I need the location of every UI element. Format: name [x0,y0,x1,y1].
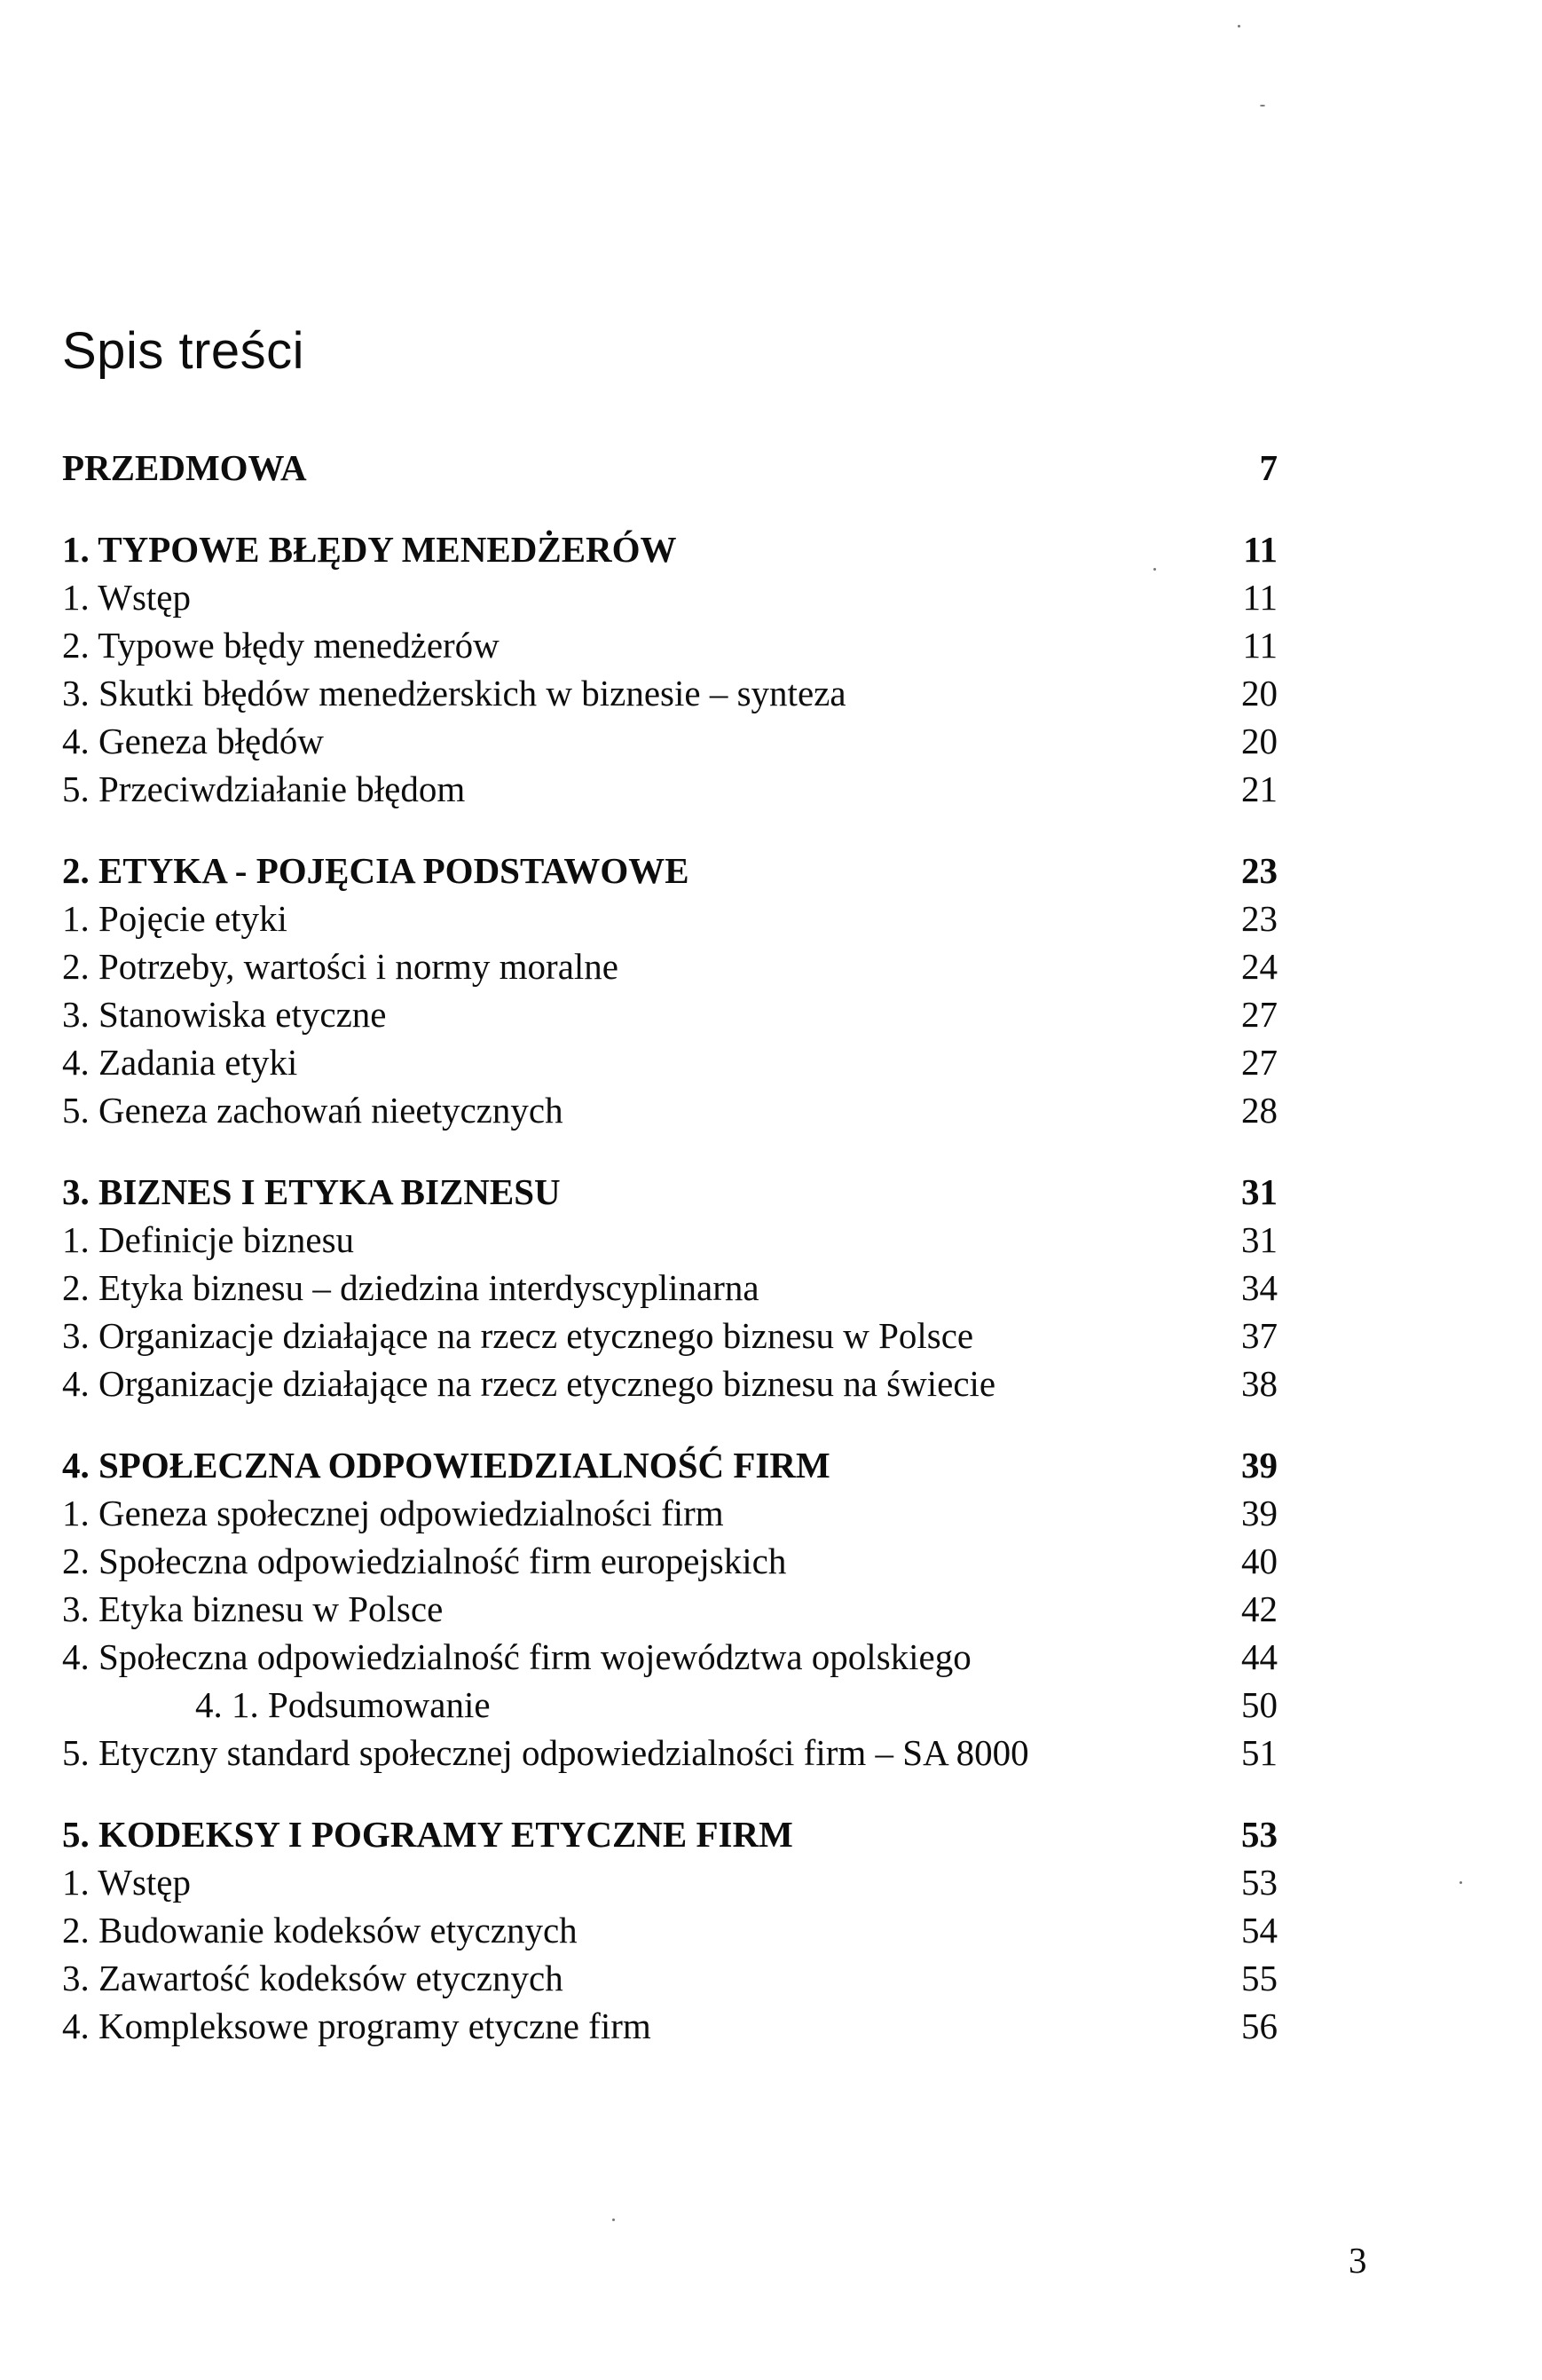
toc-entry-label: 5. Geneza zachowań nieetycznych [62,1090,563,1131]
toc-entry-page: 55 [1241,1958,1278,1998]
toc-entry-page: 23 [1241,850,1278,891]
toc-entry-page: 27 [1241,1042,1278,1083]
toc-entry-page: 38 [1241,1363,1278,1404]
toc-entry-label: 4. Kompleksowe programy etyczne firm [62,2006,651,2046]
toc-entry-label: 1. Wstęp [62,1862,192,1903]
toc-entry-label: 1. Geneza społecznej odpowiedzialności firm [62,1493,724,1533]
toc-entry [62,1312,1278,1359]
toc-entry-page: 37 [1241,1315,1278,1356]
scan-speck [612,2218,615,2221]
toc-entry [62,1537,1278,1585]
toc-entry-page: 39 [1241,1493,1278,1533]
toc-entry-label: 3. Stanowiska etyczne [62,994,387,1035]
toc-entry-page: 54 [1241,1910,1278,1950]
toc-chapter-heading [62,1168,1278,1216]
toc-entry-page: 7 [1259,447,1278,488]
toc-entry-label: 2. Etyka biznesu – dziedzina interdyscyplinarna [62,1267,759,1308]
page-title: Spis treści [62,322,305,380]
toc-entry [62,1906,1278,1954]
toc-entry-label: 2. ETYKA - POJĘCIA PODSTAWOWE [62,850,689,891]
toc-entry-page: 50 [1241,1684,1278,1725]
toc-entry [195,1681,1278,1729]
toc-entry [62,1489,1278,1537]
toc-entry-page: 51 [1241,1732,1278,1773]
toc-entry [62,1858,1278,1906]
toc-entry-label: 1. TYPOWE BŁĘDY MENEDŻERÓW [62,529,677,570]
page-number: 3 [1349,2240,1367,2281]
toc-entry [62,621,1278,669]
toc-entry [62,1038,1278,1086]
toc-entry-label: 5. Etyczny standard społecznej odpowiedzialności firm – SA 8000 [62,1732,1029,1773]
toc-entry [62,1359,1278,1407]
toc-entry-label: 3. Etyka biznesu w Polsce [62,1588,444,1629]
toc-entry-page: 24 [1241,946,1278,987]
toc-entry-label: 2. Typowe błędy menedżerów [62,625,500,666]
toc-entry-page: 21 [1241,768,1278,809]
toc-entry-page: 39 [1241,1445,1278,1486]
toc-entry-page: 27 [1241,994,1278,1035]
toc-entry-label: 3. BIZNES I ETYKA BIZNESU [62,1171,561,1212]
toc-entry-label: 5. Przeciwdziałanie błędom [62,768,466,809]
toc-chapter-heading [62,847,1278,894]
toc-entry-label: 2. Społeczna odpowiedzialność firm europejskich [62,1541,787,1581]
toc-chapter-heading [62,525,1278,573]
toc-entry [62,1086,1278,1134]
toc-chapter-heading [62,1441,1278,1489]
toc-entry [62,1585,1278,1633]
toc-entry [62,669,1278,717]
toc-entry-page: 11 [1243,529,1278,570]
toc-entry-label: 4. Zadania etyki [62,1042,298,1083]
toc-entry-page: 53 [1241,1862,1278,1903]
toc-entry [62,942,1278,990]
toc-entry [62,990,1278,1038]
toc-entry [62,1216,1278,1264]
toc-entry-label: 4. Organizacje działające na rzecz etycznego biznesu na świecie [62,1363,996,1404]
toc-entry [62,894,1278,942]
toc-entry-page: 31 [1241,1219,1278,1260]
toc-entry [62,2002,1278,2050]
toc-chapter-heading [62,444,1278,492]
toc-entry-page: 20 [1241,673,1278,713]
toc-entry [62,717,1278,765]
toc-entry-page: 11 [1242,625,1278,666]
toc-entry-page: 44 [1241,1636,1278,1677]
toc-entry-page: 53 [1241,1814,1278,1855]
toc-chapter-heading [62,1810,1278,1858]
toc-entry [62,765,1278,813]
toc-entry-label: 3. Skutki błędów menedżerskich w biznesie – synteza [62,673,846,713]
toc-entry-label: 1. Wstęp [62,577,192,618]
toc-entry [62,573,1278,621]
scan-speck [1238,25,1240,28]
toc-entry-label: 4. Społeczna odpowiedzialność firm województwa opolskiego [62,1636,972,1677]
toc-entry-page: 42 [1241,1588,1278,1629]
toc-entry-page: 34 [1241,1267,1278,1308]
toc-entry-label: 2. Budowanie kodeksów etycznych [62,1910,578,1950]
toc-entry-label: 3. Zawartość kodeksów etycznych [62,1958,563,1998]
toc-entry-label: 4. 1. Podsumowanie [195,1684,491,1725]
toc-entry [62,1729,1278,1777]
toc-entry-page: 11 [1242,577,1278,618]
toc-entry-page: 28 [1241,1090,1278,1131]
toc-entry-page: 23 [1241,898,1278,939]
toc-entry-page: 20 [1241,721,1278,761]
toc-entry-label: 3. Organizacje działające na rzecz etycznego biznesu w Polsce [62,1315,974,1356]
toc-entry [62,1264,1278,1312]
toc-entry-label: 4. SPOŁECZNA ODPOWIEDZIALNOŚĆ FIRM [62,1445,830,1486]
toc-entry [62,1954,1278,2002]
toc-entry-label: 5. KODEKSY I POGRAMY ETYCZNE FIRM [62,1814,793,1855]
toc-entry-label: 1. Pojęcie etyki [62,898,287,939]
toc-entry [62,1633,1278,1681]
toc-entry-page: 56 [1241,2006,1278,2046]
toc-entry-page: 40 [1241,1541,1278,1581]
toc-entry-page: 31 [1241,1171,1278,1212]
toc-entry-label: 2. Potrzeby, wartości i normy moralne [62,946,618,987]
toc-entry-label: 1. Definicje biznesu [62,1219,355,1260]
toc-entry-label: 4. Geneza błędów [62,721,324,761]
toc-entry-label: PRZEDMOWA [62,447,307,488]
scan-speck [1459,1881,1462,1884]
scan-speck [1260,105,1265,106]
